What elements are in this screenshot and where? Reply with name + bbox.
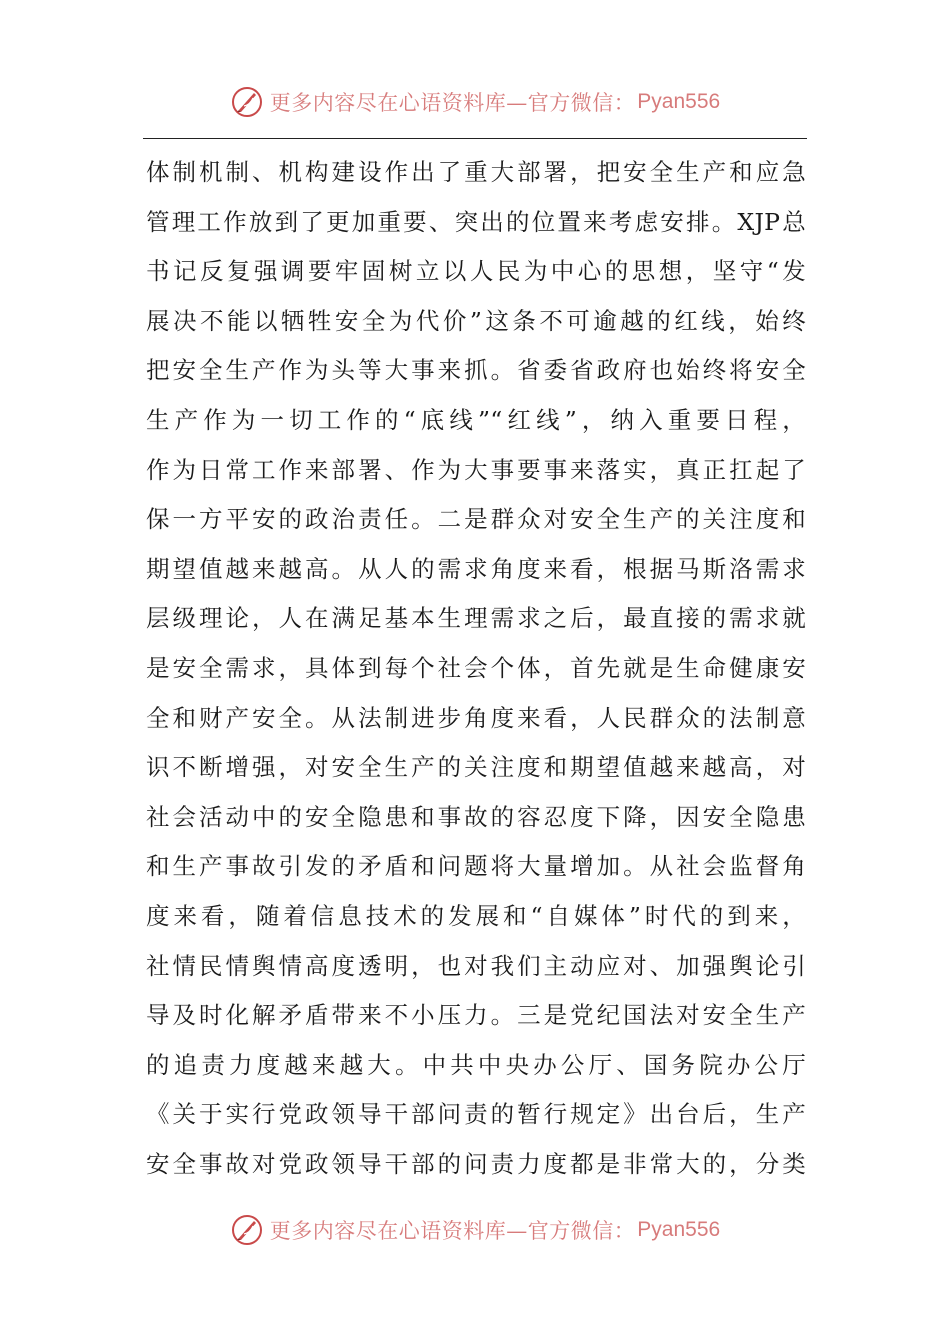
text-line: 社情民情舆情高度透明，也对我们主动应对、加强舆论引 [146,951,806,980]
text-line: 度来看，随着信息技术的发展和“自媒体”时代的到来， [146,901,806,930]
text-line: 全和财产安全。从法制进步角度来看，人民群众的法制意 [146,703,806,732]
quill-logo-icon [230,85,264,119]
text-line: 生产作为一切工作的“底线”“红线”，纳入重要日程， [146,405,806,434]
text-line: 展决不能以牺牲安全为代价”这条不可逾越的红线，始终 [146,306,806,335]
header-banner [0,82,950,122]
header-divider [143,138,807,139]
text-line: 《关于实行党政领导干部问责的暂行规定》出台后，生产 [146,1100,806,1129]
header-brand-text: 更多内容尽在心语资料库—官方微信： [269,91,636,115]
header-wechat-handle: Pyan556 [637,90,721,113]
quill-logo-icon [230,1213,264,1247]
text-line: 期望值越来越高。从人的需求角度来看，根据马斯洛需求 [146,554,806,583]
text-line: 把安全生产作为头等大事来抓。省委省政府也始终将安全 [146,356,806,385]
text-line: 和生产事故引发的矛盾和问题将大量增加。从社会监督角 [146,852,806,881]
document-body [146,148,806,1189]
footer-brand-text: 更多内容尽在心语资料库—官方微信： [269,1219,636,1243]
text-line: 层级理论，人在满足基本生理需求之后，最直接的需求就 [146,604,806,633]
text-line: 管理工作放到了更加重要、突出的位置来考虑安排。XJP总 [146,207,806,236]
footer-wechat-handle: Pyan556 [637,1218,721,1241]
text-line: 社会活动中的安全隐患和事故的容忍度下降，因安全隐患 [146,802,806,831]
text-line: 的追责力度越来越大。中共中央办公厅、国务院办公厅 [146,1050,806,1079]
text-line: 导及时化解矛盾带来不小压力。三是党纪国法对安全生产 [146,1001,806,1030]
text-line: 是安全需求，具体到每个社会个体，首先就是生命健康安 [146,653,806,682]
text-line: 识不断增强，对安全生产的关注度和期望值越来越高，对 [146,753,806,782]
text-line: 安全事故对党政领导干部的问责力度都是非常大的，分类 [146,1149,806,1178]
text-line: 体制机制、机构建设作出了重大部署，把安全生产和应急 [146,158,806,186]
footer-banner [0,1210,950,1250]
text-line: 保一方平安的政治责任。二是群众对安全生产的关注度和 [146,505,806,534]
text-line: 书记反复强调要牢固树立以人民为中心的思想，坚守“发 [146,257,806,286]
text-line: 作为日常工作来部署、作为大事要事来落实，真正扛起了 [146,455,806,484]
